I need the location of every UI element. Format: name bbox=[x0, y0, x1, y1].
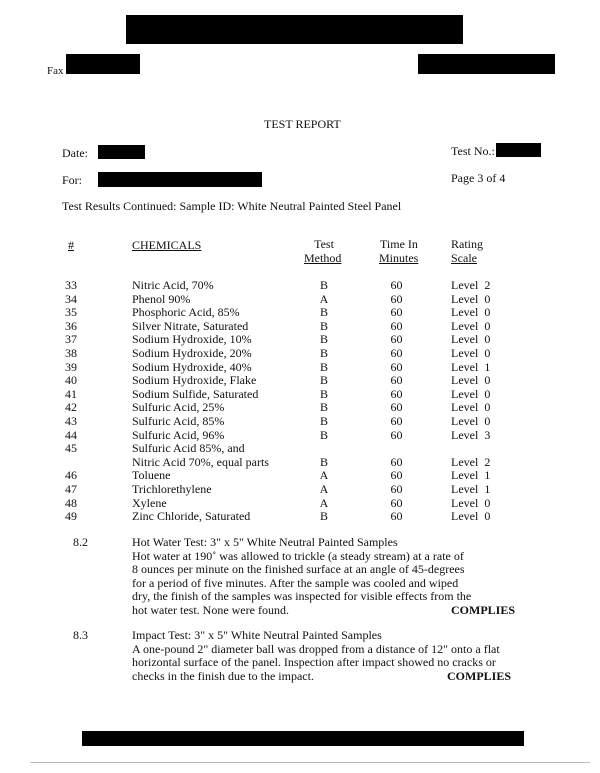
row-chemical: Phosphoric Acid, 85% bbox=[132, 305, 240, 320]
section-8-2-text bbox=[132, 536, 471, 618]
table-row bbox=[0, 374, 600, 388]
row-time-minutes: 60 bbox=[390, 346, 403, 360]
row-chemical: Sodium Hydroxide, 20% bbox=[132, 346, 252, 360]
row-test-method: B bbox=[319, 346, 328, 360]
page-bottom-edge bbox=[30, 762, 590, 763]
test-number-label: Test No.: bbox=[451, 144, 495, 158]
row-number: 49 bbox=[65, 509, 77, 524]
redacted-client bbox=[98, 172, 262, 187]
sample-id-line: Test Results Continued: Sample ID: White Neutral Painted Steel Panel bbox=[62, 199, 402, 213]
row-number: 36 bbox=[65, 318, 77, 333]
table-row bbox=[0, 510, 600, 524]
row-time-minutes: 60 bbox=[390, 386, 403, 401]
row-chemical: Toluene bbox=[132, 468, 171, 483]
row-rating: Level 0 bbox=[451, 509, 491, 524]
row-chemical: Phenol 90% bbox=[132, 291, 191, 306]
row-number: 45 bbox=[65, 441, 77, 456]
row-rating: Level 1 bbox=[451, 359, 491, 374]
row-number: 38 bbox=[65, 346, 77, 360]
table-row bbox=[0, 497, 600, 511]
redacted-fax-number bbox=[66, 54, 140, 74]
section-line: for a period of five minutes. After the sample was cooled and wiped bbox=[132, 575, 459, 590]
row-number: 33 bbox=[65, 278, 77, 292]
row-rating: Level 2 bbox=[451, 454, 491, 469]
row-time-minutes: 60 bbox=[390, 468, 403, 483]
row-chemical: Sodium Hydroxide, 10% bbox=[132, 332, 252, 347]
col-header-rating-line1: Rating bbox=[451, 237, 483, 251]
row-number: 35 bbox=[65, 305, 77, 320]
section-line: checks in the finish due to the impact. bbox=[132, 668, 314, 683]
row-chemical: Sulfuric Acid 85%, and bbox=[132, 441, 245, 456]
table-row bbox=[0, 415, 600, 429]
row-time-minutes: 60 bbox=[390, 495, 403, 510]
row-chemical: Sodium Hydroxide, Flake bbox=[132, 373, 257, 388]
row-time-minutes: 60 bbox=[390, 359, 403, 374]
date-label: Date: bbox=[62, 146, 88, 160]
row-chemical: Nitric Acid, 70% bbox=[132, 278, 214, 292]
table-row bbox=[0, 347, 600, 361]
page-indicator: Page 3 of 4 bbox=[451, 171, 506, 185]
table-row bbox=[0, 388, 600, 402]
row-chemical: Zinc Chloride, Saturated bbox=[132, 509, 251, 524]
row-rating: Level 2 bbox=[451, 278, 491, 292]
row-rating: Level 0 bbox=[451, 495, 491, 510]
row-rating: Level 0 bbox=[451, 346, 491, 360]
row-rating: Level 0 bbox=[451, 400, 491, 415]
col-header-time-line1: Time In bbox=[380, 237, 418, 251]
document-title: TEST REPORT bbox=[264, 117, 341, 131]
row-time-minutes: 60 bbox=[390, 454, 403, 469]
row-chemical: Xylene bbox=[132, 495, 167, 510]
redacted-phone bbox=[418, 54, 555, 74]
col-header-chemicals: CHEMICALS bbox=[132, 238, 202, 252]
row-number: 39 bbox=[65, 359, 77, 374]
section-line: horizontal surface of the panel. Inspection after impact showed no cracks or bbox=[132, 655, 496, 670]
section-line: hot water test. None were found. bbox=[132, 602, 289, 617]
row-test-method: B bbox=[319, 305, 328, 320]
section-number-8-3: 8.3 bbox=[73, 628, 88, 642]
row-number: 46 bbox=[65, 468, 77, 483]
row-chemical: Sulfuric Acid, 25% bbox=[132, 400, 225, 415]
row-time-minutes: 60 bbox=[390, 482, 403, 496]
table-row bbox=[0, 483, 600, 497]
row-rating: Level 0 bbox=[451, 305, 491, 320]
row-number: 48 bbox=[65, 495, 77, 510]
row-test-method: B bbox=[319, 427, 328, 442]
section-line: 8 ounces per minute on the finished surface at an angle of 45-degrees bbox=[132, 562, 465, 577]
row-test-method: B bbox=[319, 318, 328, 333]
row-test-method: A bbox=[319, 482, 329, 496]
row-number: 34 bbox=[65, 291, 77, 306]
table-row bbox=[0, 293, 600, 307]
row-chemical: Trichlorethylene bbox=[132, 482, 212, 496]
section-line: Hot Water Test: 3" x 5" White Neutral Painted Samples bbox=[132, 535, 398, 549]
redacted-footer bbox=[82, 731, 524, 746]
row-test-method: B bbox=[319, 400, 328, 415]
row-number: 47 bbox=[65, 482, 77, 496]
row-time-minutes: 60 bbox=[390, 305, 403, 320]
row-test-method: B bbox=[319, 386, 328, 401]
row-number: 40 bbox=[65, 373, 77, 388]
row-time-minutes: 60 bbox=[390, 318, 403, 333]
row-rating: Level 0 bbox=[451, 414, 491, 428]
table-row bbox=[0, 320, 600, 334]
row-rating: Level 0 bbox=[451, 318, 491, 333]
row-number: 41 bbox=[65, 386, 77, 401]
row-number: 42 bbox=[65, 400, 77, 415]
result-complies-8-3: COMPLIES bbox=[447, 669, 512, 683]
row-test-method: A bbox=[319, 291, 329, 306]
row-test-method: B bbox=[319, 414, 328, 428]
row-rating: Level 3 bbox=[451, 427, 491, 442]
row-number: 44 bbox=[65, 427, 77, 442]
row-test-method: B bbox=[319, 454, 328, 469]
row-time-minutes: 60 bbox=[390, 414, 403, 428]
table-row bbox=[0, 401, 600, 415]
row-rating: Level 0 bbox=[451, 373, 491, 388]
col-header-method-line1: Test bbox=[314, 237, 334, 251]
row-test-method: A bbox=[319, 468, 329, 483]
table-row bbox=[0, 456, 600, 470]
row-time-minutes: 60 bbox=[390, 509, 403, 524]
section-line: A one-pound 2" diameter ball was dropped from a distance of 12" onto a flat bbox=[132, 641, 500, 656]
row-test-method: B bbox=[319, 332, 328, 347]
row-rating: Level 0 bbox=[451, 386, 491, 401]
row-time-minutes: 60 bbox=[390, 278, 403, 292]
row-time-minutes: 60 bbox=[390, 291, 403, 306]
redacted-letterhead bbox=[126, 15, 463, 44]
row-time-minutes: 60 bbox=[390, 373, 403, 388]
fax-label: Fax bbox=[47, 65, 64, 77]
table-row bbox=[0, 333, 600, 347]
row-chemical: Silver Nitrate, Saturated bbox=[132, 318, 249, 333]
redacted-test-number bbox=[496, 143, 541, 157]
row-chemical: Sodium Hydroxide, 40% bbox=[132, 359, 252, 374]
row-test-method: B bbox=[319, 373, 328, 388]
redacted-date bbox=[98, 145, 145, 159]
row-number: 37 bbox=[65, 332, 77, 347]
row-test-method: A bbox=[319, 495, 329, 510]
row-time-minutes: 60 bbox=[390, 427, 403, 442]
row-rating: Level 0 bbox=[451, 332, 491, 347]
section-line: Impact Test: 3" x 5" White Neutral Painted Samples bbox=[132, 628, 382, 642]
row-rating: Level 1 bbox=[451, 482, 491, 496]
row-rating: Level 0 bbox=[451, 291, 491, 306]
for-label: For: bbox=[62, 173, 83, 187]
table-row bbox=[0, 429, 600, 443]
row-rating: Level 1 bbox=[451, 468, 491, 483]
row-time-minutes: 60 bbox=[390, 332, 403, 347]
section-8-3-text bbox=[132, 629, 500, 683]
table-row bbox=[0, 361, 600, 375]
section-number-8-2: 8.2 bbox=[73, 535, 88, 549]
row-time-minutes: 60 bbox=[390, 400, 403, 415]
row-number: 43 bbox=[65, 414, 77, 428]
row-test-method: B bbox=[319, 278, 328, 292]
table-row bbox=[0, 306, 600, 320]
col-header-method-line2: Method bbox=[304, 251, 342, 265]
row-chemical: Sodium Sulfide, Saturated bbox=[132, 386, 259, 401]
table-row bbox=[0, 442, 600, 456]
row-chemical: Sulfuric Acid, 85% bbox=[132, 414, 225, 428]
col-header-rating-line2: Scale bbox=[451, 251, 477, 265]
row-test-method: B bbox=[319, 509, 328, 524]
table-row bbox=[0, 279, 600, 293]
row-test-method: B bbox=[319, 359, 328, 374]
section-line: dry, the finish of the samples was inspected for visible effects from the bbox=[132, 589, 472, 604]
table-row bbox=[0, 469, 600, 483]
col-header-number: # bbox=[68, 238, 74, 252]
row-chemical: Nitric Acid 70%, equal parts bbox=[132, 454, 269, 469]
row-chemical: Sulfuric Acid, 96% bbox=[132, 427, 225, 442]
section-line: Hot water at 190˚ was allowed to trickle (a steady stream) at a rate of bbox=[132, 548, 464, 563]
col-header-time-line2: Minutes bbox=[379, 251, 419, 265]
result-complies-8-2: COMPLIES bbox=[451, 603, 516, 617]
